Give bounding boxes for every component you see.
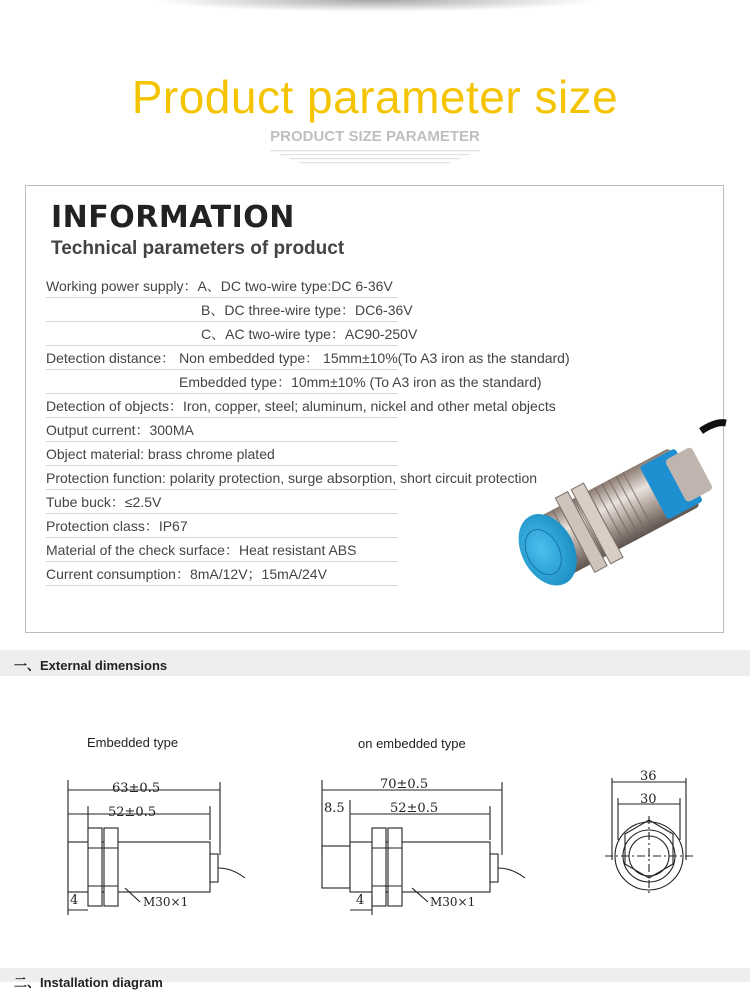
param-row: Output current：300MA [46, 418, 194, 442]
section-bar-external-dimensions [0, 650, 750, 676]
info-subheading: Technical parameters of product [51, 238, 345, 259]
page-title: Product parameter size [131, 71, 619, 123]
param-row: Protection class：IP67 [46, 514, 188, 538]
embedded-thread-spec: M30×1 [143, 895, 189, 909]
embedded-type-label: Embedded type [87, 735, 179, 750]
param-row: Detection of objects：Iron, copper, steel; aluminum, nickel and other metal objects [46, 394, 556, 418]
param-row: Detection distance： Non embedded type： 15mm±10%(To A3 iron as the standard) [46, 346, 570, 370]
section-bar-installation-diagram [0, 968, 750, 990]
embedded-nose-length: 4 [70, 893, 79, 908]
front-inner-diameter: 30 [640, 792, 657, 807]
proximity-sensor-photo [486, 411, 726, 621]
param-row: C、AC two-wire type：AC90-250V [201, 322, 417, 346]
param-row: Material of the check surface：Heat resistant ABS [46, 538, 356, 562]
non-embedded-type-label: on embedded type [358, 736, 466, 751]
row-divider [46, 585, 398, 586]
top-shadow [150, 0, 600, 12]
embedded-thread-length: 52±0.5 [108, 805, 157, 820]
section-title: 一、External dimensions [14, 658, 168, 673]
param-row: Working power supply：A、DC two-wire type:DC 6-36V [46, 274, 393, 298]
param-row: Object material: brass chrome plated [46, 442, 275, 466]
param-row: Embedded type：10mm±10% (To A3 iron as the standard) [179, 370, 542, 394]
info-heading: INFORMATION [51, 200, 295, 235]
fine-print-lines [0, 148, 750, 170]
embedded-overall-length: 63±0.5 [112, 781, 161, 796]
param-row: Tube buck：≤2.5V [46, 490, 161, 514]
non-embedded-nose-length: 4 [356, 893, 365, 908]
information-panel [25, 185, 724, 633]
non-embedded-head-length: 8.5 [324, 801, 345, 816]
front-outer-diameter: 36 [640, 769, 657, 784]
param-row: Protection function: polarity protection, surge absorption, short circuit protection [46, 466, 537, 490]
non-embedded-overall-length: 70±0.5 [380, 777, 429, 792]
non-embedded-thread-length: 52±0.5 [390, 801, 439, 816]
non-embedded-thread-spec: M30×1 [430, 895, 476, 909]
section-title: 二、Installation diagram [14, 975, 163, 990]
dimension-drawings [0, 760, 750, 920]
page-subtitle: PRODUCT SIZE PARAMETER [270, 128, 480, 145]
fine-print-decoration [0, 148, 750, 172]
param-row: B、DC three-wire type：DC6-36V [201, 298, 413, 322]
param-row: Current consumption：8mA/12V；15mA/24V [46, 562, 327, 586]
